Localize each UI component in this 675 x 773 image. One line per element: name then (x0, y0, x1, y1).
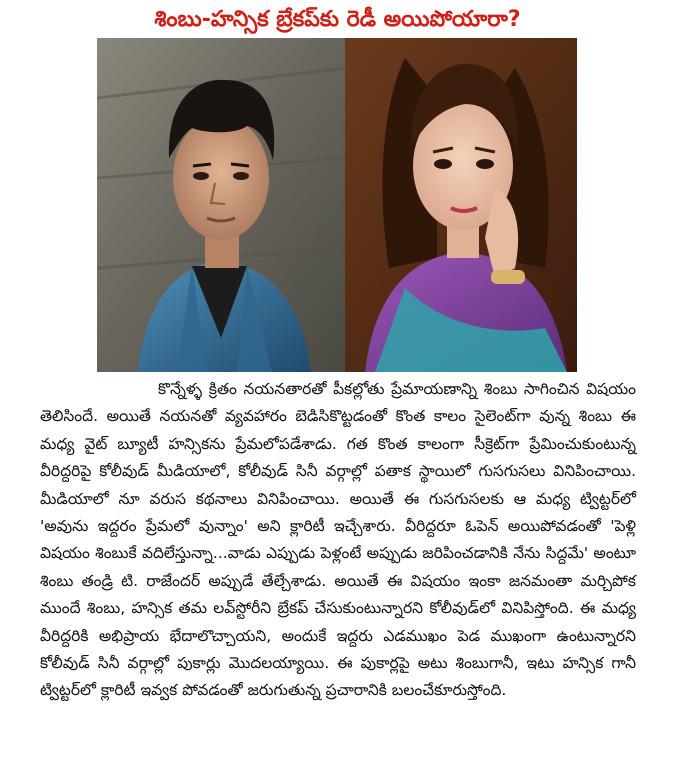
article-headline: శింబు-హన్సిక బ్రేకప్‌కు రెడీ అయిపోయారా? (154, 7, 521, 32)
article-body: కొన్నేళ్ళ క్రితం నయనతారతో పీకల్లోతు ప్రేమాయణాన్ని శింబు సాగించిన విషయం తెలిసిందే. అయితే నయనతో వ్యవహారం బెడిసికొట్టడంతో కొంత కాలం సైలెంట్‌గా వున్న శింబు ఈ మధ్య వైట్ బ్యూటీ హన్సికను ప్రేమలోపడేశాడు. గత కొంత కాలంగా సీక్రెట్‌గా ప్రేమించుకుంటున్న వీరిద్దరిపై కోలీవుడ్ మీడియాలో, కోలీవుడ్ సినీ వర్గాల్లో పతాక స్థాయిలో గుసగుసలు వినిపించాయి. మీడియాలో నూ వరుస కథనాలు వినిపించాయి. అయితే ఈ గుసగుసలకు ఆ మధ్య ట్విట్టర్‌లో 'అవును ఇద్దరం ప్రేమలో వున్నాం' అని క్లారిటీ ఇచ్చేశారు. వీరిద్దరూ ఓపెన్ అయిపోవడంతో 'పెళ్లి విషయం శింబుకే వదిలేస్తున్నా...వాడు ఎప్పుడు పెళ్లంటే అప్పుడు జరిపించడానికి నేను సిద్దమే' అంటూ శింబు తండ్రి టి. రాజేందర్ అప్పుడే తేల్చేశాడు. అయితే ఈ విషయం ఇంకా జనమంతా మర్చిపోక ముందే శింబు, హన్సిక తమ లవ్‌స్టోరీని బ్రేకప్ చేసుకుంటున్నారని కోలీవుడ్‌లో వినిపిస్తోంది. ఈ మధ్య వీరిద్దరికి అభిప్రాయ భేదాలొచ్చాయని, అందుకే ఇద్దరు ఎడముఖం పెడ ముఖంగా ఉంటున్నారని కోలీవుడ్ సినీ వర్గాల్లో పుకార్లు మొదలయ్యాయి. ఈ పుకార్లపై అటు శింబుగానీ, ఇటు హన్సిక గానీ ట్విట్టర్‌లో క్లారిటీ ఇవ్వక పోవడంతో జరుగుతున్న ప్రచారానికి బలంచేకూరుస్తోంది. (40, 380, 636, 700)
hansika-photo-illustration (345, 38, 577, 372)
hansika-photo (345, 38, 577, 372)
simbu-photo-illustration (97, 38, 345, 372)
photo-collage (97, 38, 577, 372)
simbu-photo (97, 38, 345, 372)
